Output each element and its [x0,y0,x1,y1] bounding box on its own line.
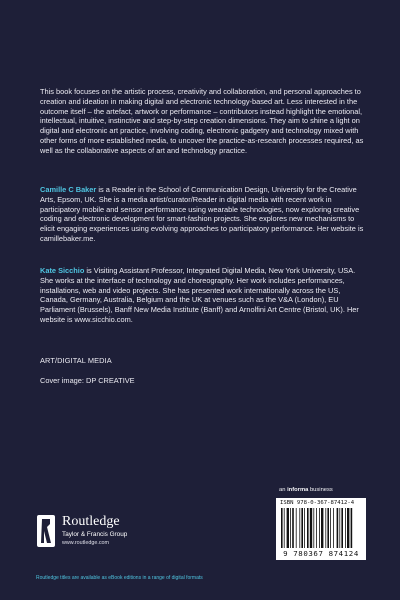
back-cover-blurb: This book focuses on the artistic process, creativity and collaboration, and personal approaches to creation and ideation in making digital and electronic technology-based art. Less interested in the outcome itself – the artefact, artwork or performance – contributors instead highlight the emotional, intellectual, intuitive, instinctive and step-by-step creation dimensions. They aim to shine a light on digital and electronic art practice, involving coding, electronic gadgetry and technology mixed with other forms of more established media, to uncover the practice-as-research processes required, as well as the collaborative aspects of art and technology practice. [40,87,364,155]
author-name: Camille C Baker [40,185,97,194]
informa-brand: informa [287,487,309,493]
isbn-text: ISBN 978-0-367-87412-4 [280,500,355,506]
publisher-name: Routledge [62,514,120,529]
routledge-tower-icon [36,514,56,548]
informa-business-label: an informa business [279,487,333,493]
isbn-barcode [276,498,366,560]
author-bio-baker [40,185,365,244]
author-bio-text: is a Reader in the School of Communication Design, University for the Creative Arts, Epsom, UK. She is a media artist/curator/Reader in digital media with recent work in participatory mobile and sensor performance using wearable technologies, now exploring creative coding and electronic development for smart-fashion projects. She explores new mechanisms to elicit engaging experiences using evolving approaches to participatory performance. Her website is camillebaker.me. [40,185,364,243]
publisher-group: Taylor & Francis Group [62,531,128,538]
author-name: Kate Sicchio [40,266,85,275]
cover-image-credit: Cover image: DP CREATIVE [40,376,135,385]
author-bio-sicchio [40,266,365,325]
barcode-number: 9 780367 874124 [283,549,359,558]
publisher-logo [36,514,196,554]
ebook-availability-note: Routledge titles are available as eBook editions in a range of digital formats [36,575,203,581]
publisher-url[interactable]: www.routledge.com [62,540,110,546]
author-bio-text: is Visiting Assistant Professor, Integrated Digital Media, New York University, USA. She works at the interface of technology and choreography. Her work includes performances, installations, web and video projects. She has presented work internationally across the US, Canada, Germany, Australia, Belgium and the UK at venues such as the V&A (London), EU Parliament (Brussels), Banff New Media Institute (Banff) and Arnolfini Art Centre (Bristol, UK). Her website is www.sicchio.com. [40,266,359,324]
subject-category: ART/DIGITAL MEDIA [40,356,112,365]
barcode-bars-icon [280,508,362,548]
